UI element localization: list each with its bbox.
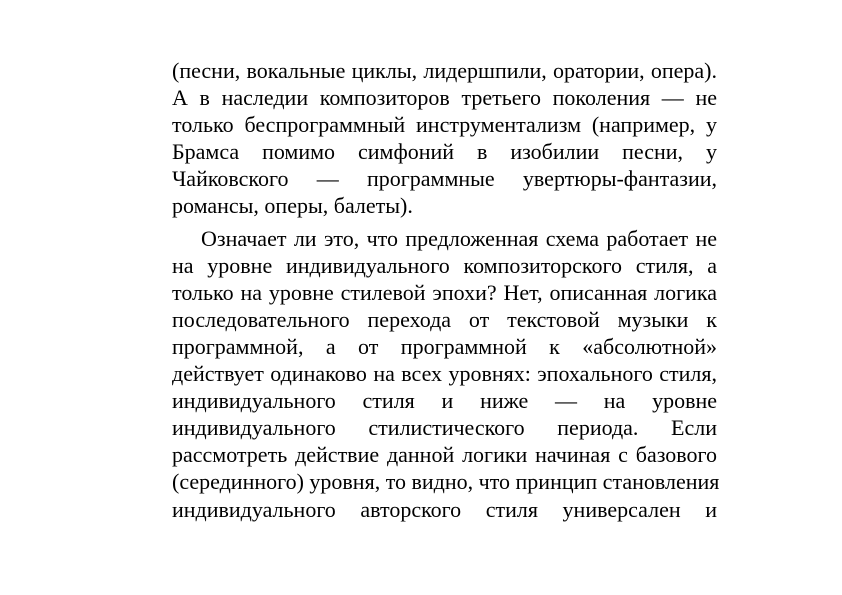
text-line: программной, а от программной к «абсолютной» [172,333,717,359]
text-line: на уровне индивидуального композиторского стиля, а [172,252,717,278]
text-line: индивидуального стилистического периода. Если [172,415,717,441]
text-line: Чайковского — программные увертюры-фантазии, [172,166,717,192]
text-line: романсы, оперы, балеты). [172,193,413,219]
text-line: последовательного перехода от текстовой музыки к [172,306,717,332]
text-line: только на уровне стилевой эпохи? Нет, описанная логика [172,279,717,305]
text-line: Брамса помимо симфоний в изобилии песни, у [172,139,717,165]
text-line: А в наследии композиторов третьего поколения — не [172,85,717,111]
document-page [172,57,720,523]
text-line: (серединного) уровня, то видно, что принцип становления [172,469,720,495]
paragraph-1 [172,57,717,220]
text-line: рассмотреть действие данной логики начиная с базового [172,442,717,468]
text-line: (песни, вокальные циклы, лидершпили, оратории, опера). [172,58,717,83]
text-line: Означает ли это, что предложенная схема работает не [201,225,717,251]
text-line: действует одинаково на всех уровнях: эпохального стиля, [172,361,717,387]
paragraph-2 [172,225,720,523]
text-line: индивидуального авторского стиля универсален и [172,496,717,522]
text-line: только беспрограммный инструментализм (например, у [172,112,717,138]
text-line: индивидуального стиля и ниже — на уровне [172,388,717,414]
